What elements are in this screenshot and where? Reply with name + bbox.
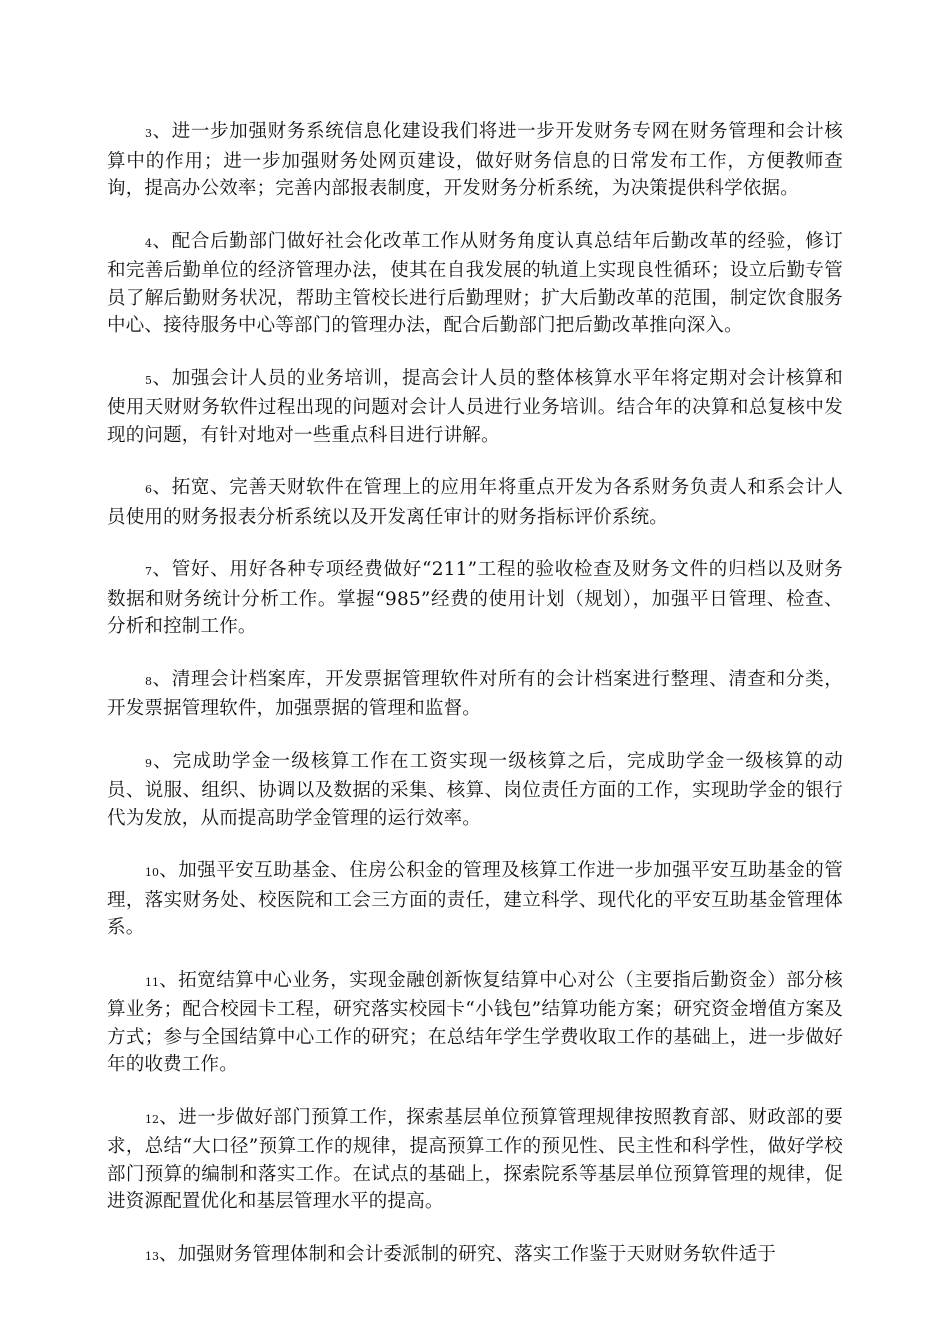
paragraph-4 (107, 228, 843, 340)
item-number: 11 (145, 975, 159, 989)
item-number: 6 (145, 483, 152, 496)
paragraph-12 (107, 1104, 843, 1216)
paragraph-5 (107, 365, 843, 450)
paragraph-3 (107, 118, 843, 203)
item-number: 5 (145, 373, 152, 387)
item-number: 7 (145, 565, 152, 578)
item-number: 13 (145, 1249, 159, 1263)
item-number: 12 (145, 1112, 159, 1126)
item-number: 9 (145, 756, 152, 770)
paragraph-text: 、拓宽、完善天财软件在管理上的应用年将重点开发为各系财务负责人和系会计人员使用的财务报表分析系统以及开发离任审计的财务指标评价系统。 (107, 477, 843, 528)
item-number: 3 (145, 127, 152, 140)
paragraph-11 (107, 967, 843, 1079)
paragraph-text: 、加强财务管理体制和会计委派制的研究、落实工作鉴于天财财务软件适于 (159, 1243, 777, 1265)
paragraph-8 (107, 666, 843, 723)
paragraph-10 (107, 857, 843, 942)
item-number: 8 (145, 674, 152, 688)
paragraph-text: 、拓宽结算中心业务，实现金融创新恢复结算中心对公（主要指后勤资金）部分核算业务；配合校园卡工程，研究落实校园卡“小钱包”结算功能方案；研究资金增值方案及方式；参与全国结算中心工作的研究；在总结年学生学费收取工作的基础上，进一步做好年的收费工作。 (107, 969, 843, 1075)
paragraph-text: 、清理会计档案库，开发票据管理软件对所有的会计档案进行整理、清查和分类，开发票据管理软件，加强票据的管理和监督。 (107, 668, 843, 719)
paragraph-text: 、加强会计人员的业务培训，提高会计人员的整体核算水平年将定期对会计核算和使用天财财务软件过程出现的问题对会计人员进行业务培训。结合年的决算和总复核中发现的问题，有针对地对一些重点科目进行讲解。 (107, 367, 843, 446)
paragraph-7 (107, 556, 843, 641)
item-number: 4 (145, 236, 152, 250)
item-number: 10 (145, 866, 159, 879)
paragraph-9 (107, 748, 843, 833)
document-body (107, 118, 843, 1295)
paragraph-13 (107, 1241, 843, 1271)
paragraph-text: 、管好、用好各种专项经费做好“211”工程的验收检查及财务文件的归档以及财务数据和财务统计分析工作。掌握“985”经费的使用计划（规划），加强平日管理、检查、分析和控制工作。 (107, 559, 843, 637)
paragraph-text: 、进一步加强财务系统信息化建设我们将进一步开发财务专网在财务管理和会计核算中的作用；进一步加强财务处网页建设，做好财务信息的日常发布工作，方便教师查询，提高办公效率；完善内部报表制度，开发财务分析系统，为决策提供科学依据。 (107, 121, 843, 199)
paragraph-text: 、进一步做好部门预算工作，探索基层单位预算管理规律按照教育部、财政部的要求，总结“大口径”预算工作的规律，提高预算工作的预见性、民主性和科学性，做好学校部门预算的编制和落实工作。在试点的基础上，探索院系等基层单位预算管理的规律，促进资源配置优化和基层管理水平的提高。 (107, 1106, 843, 1212)
paragraph-6 (107, 474, 843, 531)
paragraph-text: 、配合后勤部门做好社会化改革工作从财务角度认真总结年后勤改革的经验，修订和完善后勤单位的经济管理办法，使其在自我发展的轨道上实现良性循环；设立后勤专管员了解后勤财务状况，帮助主管校长进行后勤理财；扩大后勤改革的范围，制定饮食服务中心、接待服务中心等部门的管理办法，配合后勤部门把后勤改革推向深入。 (107, 230, 843, 336)
paragraph-text: 、完成助学金一级核算工作在工资实现一级核算之后，完成助学金一级核算的动员、说服、组织、协调以及数据的采集、核算、岗位责任方面的工作，实现助学金的银行代为发放，从而提高助学金管理的运行效率。 (107, 750, 843, 829)
paragraph-text: 、加强平安互助基金、住房公积金的管理及核算工作进一步加强平安互助基金的管理，落实财务处、校医院和工会三方面的责任，建立科学、现代化的平安互助基金管理体系。 (107, 860, 843, 938)
